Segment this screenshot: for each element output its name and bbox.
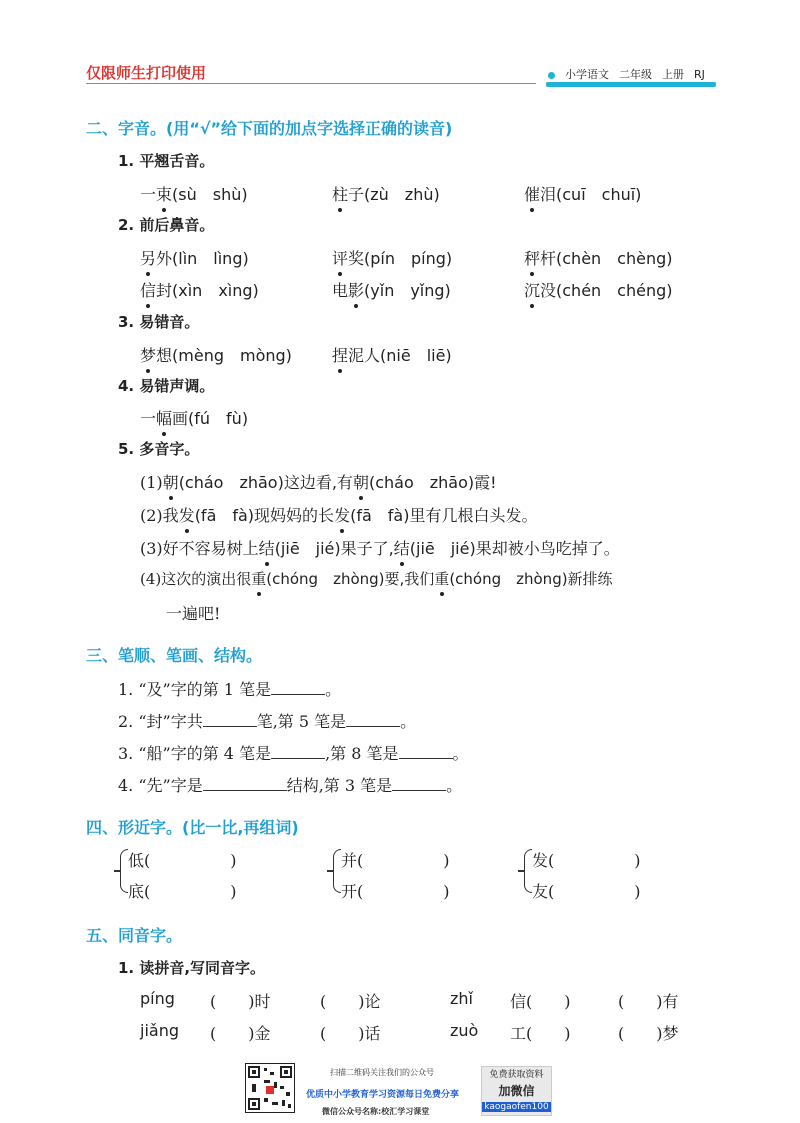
q1-item-2: 柱子(zù zhù) xyxy=(332,182,440,205)
answer-blank[interactable] xyxy=(203,777,287,791)
similar-char-2-top: 并( ) xyxy=(341,851,450,870)
section-4-title: 四、形近字。(比一比,再组词) xyxy=(86,818,299,837)
s3-line-2: 2. “封”字共 笔,第 5 笔是 。 xyxy=(118,712,417,731)
answer-blank[interactable] xyxy=(392,777,446,791)
brace-icon xyxy=(333,849,341,893)
homophone-3: 信( ) xyxy=(510,992,571,1011)
s3-line-4: 4. “先”字是 结构,第 3 笔是 。 xyxy=(118,776,463,795)
q1-label: 1. 平翘舌音。 xyxy=(118,152,215,170)
header-edition: RJ xyxy=(694,68,705,81)
q3-label: 3. 易错音。 xyxy=(118,313,200,331)
homophone-5: ( )金 xyxy=(210,1024,271,1043)
homophone-7: 工( ) xyxy=(510,1024,571,1043)
q2-label: 2. 前后鼻音。 xyxy=(118,216,215,234)
pinyin-ping: píng xyxy=(140,989,175,1008)
q2-item-5: 电影(yǐn yǐng) xyxy=(332,278,451,301)
similar-char-1-top: 低( ) xyxy=(128,851,237,870)
q4-label: 4. 易错声调。 xyxy=(118,377,215,395)
promo-line-2: 加微信 xyxy=(498,1084,535,1098)
pinyin-jiang: jiǎng xyxy=(140,1021,179,1040)
bullet-icon xyxy=(548,72,555,79)
answer-blank[interactable] xyxy=(271,745,325,759)
q5-sentence-3: (3)好不容易树上结(jiē jié)果子了,结(jiē jié)果却被小鸟吃掉了。 xyxy=(140,536,620,559)
homophone-4: ( )有 xyxy=(618,992,679,1011)
header-info xyxy=(548,66,715,82)
q5-sentence-4: (4)这次的演出很重(chóng zhòng)要,我们重(chóng zhòng)新排练 xyxy=(140,570,613,588)
header-volume: 上册 xyxy=(662,68,684,81)
footer-account-text: 微信公众号名称:校汇学习课堂 xyxy=(322,1107,430,1116)
brace-icon xyxy=(120,849,128,893)
similar-char-3-top: 发( ) xyxy=(532,851,641,870)
q1-item-1: 一束(sù shù) xyxy=(140,182,248,205)
answer-blank[interactable] xyxy=(346,713,400,727)
section-5-title: 五、同音字。 xyxy=(86,926,183,945)
header-subject: 小学语文 xyxy=(565,68,609,81)
header-grade: 二年级 xyxy=(619,68,652,81)
q5-sentence-4-cont: 一遍吧! xyxy=(166,604,221,623)
s3-line-1: 1. “及”字的第 1 笔是 。 xyxy=(118,680,342,699)
promo-line-1: 免费获取资料 xyxy=(489,1070,544,1080)
similar-char-2-bottom: 开( ) xyxy=(341,882,450,901)
section-2-title: 二、字音。(用“√”给下面的加点字选择正确的读音) xyxy=(86,119,453,138)
brace-icon xyxy=(524,849,532,893)
footer-share-text: 优质中小学教育学习资源每日免费分享 xyxy=(306,1090,460,1100)
q3-item-1: 梦想(mèng mòng) xyxy=(140,343,292,366)
homophone-2: ( )论 xyxy=(320,992,381,1011)
homophone-8: ( )梦 xyxy=(618,1024,679,1043)
pinyin-zhi: zhǐ xyxy=(450,989,473,1008)
header-rule xyxy=(86,83,536,84)
homophone-1: ( )时 xyxy=(210,992,271,1011)
footer-scan-text: 扫描二维码关注我们的公众号 xyxy=(330,1068,434,1077)
q1-item-3: 催泪(cuī chuī) xyxy=(524,182,641,205)
header-watermark-title: 仅限师生打印使用 xyxy=(86,64,207,82)
s3-line-3: 3. “船”字的第 4 笔是 ,第 8 笔是 。 xyxy=(118,744,469,763)
pinyin-zuo: zuò xyxy=(450,1021,479,1040)
q3-item-2: 捏泥人(niē liē) xyxy=(332,343,452,366)
q4-item-1: 一幅画(fú fù) xyxy=(140,406,248,429)
similar-char-3-bottom: 友( ) xyxy=(532,882,641,901)
header-rule-accent xyxy=(546,82,716,87)
promo-box xyxy=(481,1066,552,1116)
q5-sentence-2: (2)我发(fā fà)现妈妈的长发(fā fà)里有几根白头发。 xyxy=(140,503,537,526)
q2-item-1: 另外(lìn lìng) xyxy=(140,246,249,269)
q2-item-3: 秤杆(chèn chèng) xyxy=(524,246,673,269)
q5-label: 5. 多音字。 xyxy=(118,440,200,458)
homophone-6: ( )话 xyxy=(320,1024,381,1043)
similar-char-1-bottom: 底( ) xyxy=(128,882,237,901)
answer-blank[interactable] xyxy=(271,681,325,695)
answer-blank[interactable] xyxy=(399,745,453,759)
qr-code-icon xyxy=(245,1063,295,1113)
s5-q1-label: 1. 读拼音,写同音字。 xyxy=(118,959,266,977)
q5-sentence-1: (1)朝(cháo zhāo)这边看,有朝(cháo zhāo)霞! xyxy=(140,470,497,493)
section-3-title: 三、笔顺、笔画、结构。 xyxy=(86,646,263,665)
answer-blank[interactable] xyxy=(203,713,257,727)
q2-item-2: 评奖(pín píng) xyxy=(332,246,452,269)
q2-item-6: 沉没(chén chéng) xyxy=(524,278,673,301)
promo-wechat-id: kaogaofen100 xyxy=(482,1102,551,1112)
q2-item-4: 信封(xìn xìng) xyxy=(140,278,259,301)
